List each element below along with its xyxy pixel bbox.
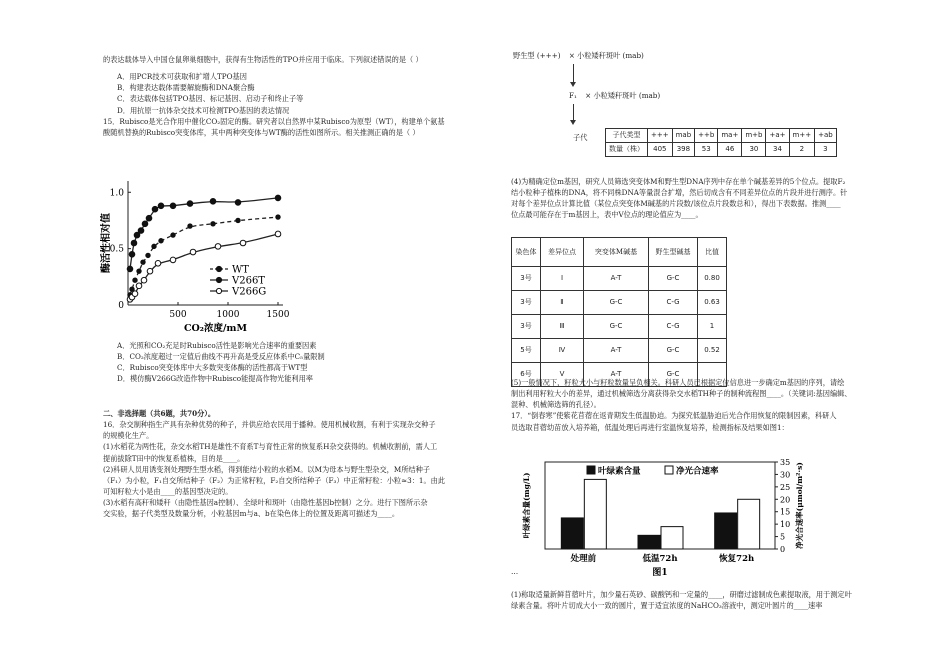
y-tick-label: 1.0 [109,188,124,199]
site-table-row [512,315,727,339]
left-y-axis-label: 叶绿素含量(mg/L) [522,472,531,539]
enzyme-activity-chart [100,173,290,335]
legend-swatch [665,466,673,474]
right-y-tick-label: 25 [780,482,791,492]
site-cell: C-G [649,315,698,339]
q16-line: 的规模化生产。 [103,431,154,441]
data-point-v266t [142,221,148,227]
q16-line: 16．杂交制种指生产具有杂种优势的种子，并供应给农民用于播种。使用机械收割，有利于实现杂交种子 [103,420,436,430]
site-cell: 0.52 [698,339,727,363]
site-cell: 3号 [512,267,541,291]
site-cell: 1 [698,315,727,339]
site-cell: Ⅲ [541,315,584,339]
q5-q17-block [511,377,852,433]
q15-option-b: B．CO₂浓度超过一定值后曲线不再升高是受反应体系中C₅量限制 [117,352,325,362]
site-cell: G-C [584,291,649,315]
data-point-v266g [190,249,196,255]
data-point-wt [141,260,145,264]
q17-1-line: 绿素含量。将叶片切成大小一致的圆片，置于适宜浓度的NaHCO₃溶液中，测定叶圆片的____速率 [511,601,823,611]
site-cell: A-T [584,363,649,387]
data-point-v266g [240,240,246,246]
q4-line: (4)为精确定位m基因，研究人员筛选突变体M和野生型DNA序列中存在单个碱基差异的5个位点。提取F₂ [511,177,846,186]
right-y-tick-label: 15 [780,507,791,517]
cross-f1-partner: × 小粒矮秆斑叶 (mab) [585,91,661,100]
y-tick-label: 0.5 [109,244,124,255]
bar-net-photosynthesis [661,527,683,549]
x-category-label: 恢复72h [719,554,755,564]
site-cell: 0.63 [698,291,727,315]
legend-marker [216,266,221,271]
q4-line: 结小粒种子植株的DNA，将不同株DNA等量混合扩增，然后切成含有不同差异位点的片段并进行测序。针 [511,188,848,198]
offspring-table-header [606,129,837,143]
q14-option-d: D．用抗原一抗体杂交技术可检测TPO基因的表达情况 [117,105,290,115]
right-y-tick-label: 30 [780,470,791,480]
q16-line: 可知籽粒大小是由____的基因型决定的。 [103,487,233,497]
site-cell: 3号 [512,315,541,339]
offspring-count-cell: 53 [695,143,718,157]
offspring-header-cell: mab [672,129,695,143]
offspring-count-cell: 34 [766,143,789,157]
site-cell: Ⅰ [541,267,584,291]
site-table-row [512,267,727,291]
offspring-header-cell: 子代类型 [606,129,648,143]
offspring-count-cell: 405 [648,143,673,157]
site-cell: 0.80 [698,267,727,291]
site-cell: G-C [584,315,649,339]
offspring-header-cell: +++ [648,129,673,143]
site-cell: 5号 [512,339,541,363]
right-y-tick-label: 20 [780,495,791,505]
data-point-wt [146,253,150,257]
cross-f1-label: F₁ [569,91,577,100]
q16-block [103,408,483,520]
q5-line: 制出利用籽粒大小的差异，通过机械筛选分离获得杂交水稻TH种子的制种流程图____。（关键词:基因编辑、 [511,389,852,399]
site-cell: Ⅴ [541,363,584,387]
q15-stem-2: 酸随机替换的Rubisco突变体库，其中两种突变体与WT酶的活性如图所示。相关推测正确的是（ ） [103,127,420,137]
legend-marker [216,277,221,282]
site-header-cell: 野生型碱基 [649,238,698,267]
q16-line: (2)科研人员用诱变剂处理野生型水稻，得到能结小粒的水稻M。以M为母本与野生型杂交，M所结种子 [103,464,430,474]
site-cell: A-T [584,339,649,363]
data-point-wt [137,269,141,273]
x-category-label: 处理前 [570,554,597,564]
q16-line: (1)水稻花为两性花，杂交水稻TH是雄性不育系T与育性正常的恢复系H杂交获得的。机械收割前，需人工 [103,442,438,452]
q17-1-block [511,589,851,611]
offspring-count-cell: 3 [815,143,837,157]
legend-swatch [587,466,595,474]
data-point-v266g [132,291,138,297]
cross-arrow-1 [573,64,574,84]
right-y-tick-label: 10 [780,520,791,530]
data-point-v266g [170,257,176,263]
site-cell: A-T [584,267,649,291]
data-point-v266t [146,215,152,221]
section-title: 二、非选择题（共6题，共70分）。 [103,409,216,418]
bar-chlorophyll [561,518,583,549]
offspring-header-cell: m++ [789,129,815,143]
legend-label: 净光合速率 [676,466,719,477]
photosynthesis-plot [521,458,804,578]
data-point-v266t [129,251,135,257]
x-tick-label: 1000 [216,310,240,320]
bar-net-photosynthesis [738,499,760,549]
q16-line: （F₁）为小粒，F₁自交所结种子（F₂）为正常籽粒，F₂自交所结种子（F₃）中正常籽粒：小粒≈3：1。由此 [103,475,446,485]
site-cell: 3号 [512,291,541,315]
data-point-wt [130,287,134,291]
data-point-v266t [152,206,158,212]
cross-p-label: 野生型 (+++) [513,51,561,60]
left-column [103,54,481,138]
site-table-row [512,339,727,363]
ellipsis: … [511,567,519,576]
data-point-v266g [275,231,281,237]
offspring-count-cell: 46 [718,143,742,157]
offspring-count-cell: 数量（株） [606,143,648,157]
data-point-v266t [138,228,144,234]
bar-net-photosynthesis [584,479,606,549]
q4-line: 位点最可能存在于m基因上，表中V位点的理论值应为____。 [511,210,703,220]
offspring-table-row [606,143,837,157]
data-point-v266t [210,198,216,204]
offspring-count-cell: 398 [672,143,695,157]
data-point-v266t [187,201,193,207]
data-point-wt [133,278,137,282]
data-point-v266g [155,260,161,266]
site-header-cell: 突变体M碱基 [584,238,649,267]
figure-caption: 图1 [652,568,668,578]
data-point-wt [152,244,156,248]
q17-line: 17．“倒春寒”使紫花苜蓿在返青期发生低温胁迫。为探究低温胁迫后光合作用恢复的限制因素，科研人 [511,411,837,421]
data-point-v266g [147,268,153,274]
offspring-header-cell: +a+ [766,129,789,143]
offspring-count-cell: 2 [789,143,815,157]
site-cell: C-G [649,291,698,315]
data-point-v266t [235,200,241,206]
data-point-v266t [275,195,281,201]
data-point-wt [276,215,280,219]
photosynthesis-chart [515,454,815,589]
site-cell: Ⅱ [541,291,584,315]
site-cell: G-C [649,339,698,363]
x-category-label: 低温72h [642,554,678,564]
q15-option-a: A．光照和CO₂充足时Rubisco活性是影响光合速率的重要因素 [117,341,317,350]
right-y-tick-label: 0 [780,545,786,554]
q4-line: 对每个差异位点计算比值（某位点突变体M碱基的片段数/该位点片段数总和），得出下表数据。推测____ [511,199,841,209]
data-point-v266t [158,203,164,209]
data-point-v266g [215,244,221,250]
data-point-wt [159,239,163,243]
y-tick-label: 0 [118,301,124,311]
q15-option-d: D．模仿酶V266G改造作物中Rubisco能提高作物光能利用率 [117,374,313,384]
site-table-row [512,291,727,315]
q15-stem-1: 15．Rubisco是光合作用中催化CO₂固定的酶。研究者以自然界中某Rubisco为原型（WT），构建单个氨基 [103,116,445,126]
right-y-tick-label: 5 [780,532,786,542]
q14-option-c: C．表达载体包括TPO基因、标记基因、启动子和终止子等 [117,94,304,104]
legend-marker [216,288,221,293]
legend-label: V266G [232,286,267,298]
site-header-cell: 差异位点 [541,238,584,267]
right-y-axis-label: 净光合速率(μmol/m²·s) [795,462,804,549]
data-point-wt [211,222,215,226]
x-tick-label: 500 [169,310,187,320]
offspring-header-cell: ++b [695,129,718,143]
site-cell: 6号 [512,363,541,387]
right-y-tick-label: 35 [780,458,791,467]
data-point-wt [188,224,192,228]
q14-option-b: B．构建表达载体需要解旋酶和DNA聚合酶 [117,83,255,93]
cross-arrowhead-2 [570,120,576,125]
data-point-v266g [141,277,147,283]
site-cell: Ⅳ [541,339,584,363]
legend-label: WT [232,264,249,276]
data-point-v266t [127,266,133,272]
q16-line: 提前拔除T田中的恢复系植株，目的是____。 [103,453,245,463]
q5-line: 混种、机械筛选筛的孔径）。 [511,400,601,410]
site-table [511,237,727,387]
offspring-header-cell: ma+ [718,129,742,143]
q14-option-a: A．用PCR技术可获取和扩增人TPO基因 [117,72,247,82]
q17-line: 员选取苜蓿幼苗放入培养箱，低温处理后再进行室温恢复培养，检测指标及结果如图1： [511,422,789,432]
offspring-header-cell: +ab [815,129,837,143]
legend-label: 叶绿素含量 [598,466,641,477]
q16-line: 交实验，据子代类型及数量分析，小粒基因m与a、b在染色体上的位置及距离可描述为____。 [103,509,400,519]
offspring-header-cell: m+b [742,129,766,143]
site-cell: G-C [649,267,698,291]
site-table-header [512,238,727,267]
q4-block [511,176,848,221]
q14-options [117,71,481,116]
q14-stem-end: 的表达载体导入中国仓鼠卵巢细胞中，获得有生物活性的TPO并应用于临床。下列叙述错误的是（ ） [103,55,423,64]
q16-line: (3)水稻有高秆和矮秆（由隐性基因a控制）、全绿叶和斑叶（由隐性基因b控制）之分。进行下图所示杂 [103,498,428,508]
data-point-v266t [170,203,176,209]
y-axis-label: 酶活性相对值 [101,213,112,273]
site-header-cell: 染色体 [512,238,541,267]
offspring-table [605,128,837,157]
bar-chlorophyll [715,513,737,549]
legend-label: V266T [232,275,265,287]
cross-arrowhead-1 [570,82,576,87]
bar-chlorophyll [638,535,660,549]
q17-1-line: (1)称取适量新鲜苜蓿叶片，加少量石英砂、碳酸钙和一定量的____，研磨过滤制成色素提取液，用于测定叶 [511,590,852,599]
x-axis-label: CO₂浓度/mM [183,323,248,334]
offspring-label: 子代 [573,133,588,142]
enzyme-activity-plot [100,181,290,334]
data-point-wt [171,233,175,237]
data-point-wt [236,218,240,222]
data-point-v266g [136,283,142,289]
site-header-cell: 比值 [698,238,727,267]
offspring-count-cell: 30 [742,143,766,157]
site-cell: G-C [649,363,698,387]
q5-line: (5)一般情况下，籽粒大小与籽粒数量呈负相关。科研人员已根据定位信息进一步确定m基因的序列，请绘 [511,378,845,387]
q15-options [117,340,487,385]
cross-p-partner: × 小粒矮秆斑叶 (mab) [568,51,644,60]
q15-option-c: C．Rubisco突变体库中大多数突变体酶的活性都高于WT型 [117,363,308,373]
data-point-v266t [131,240,137,246]
x-tick-label: 1500 [266,310,290,320]
